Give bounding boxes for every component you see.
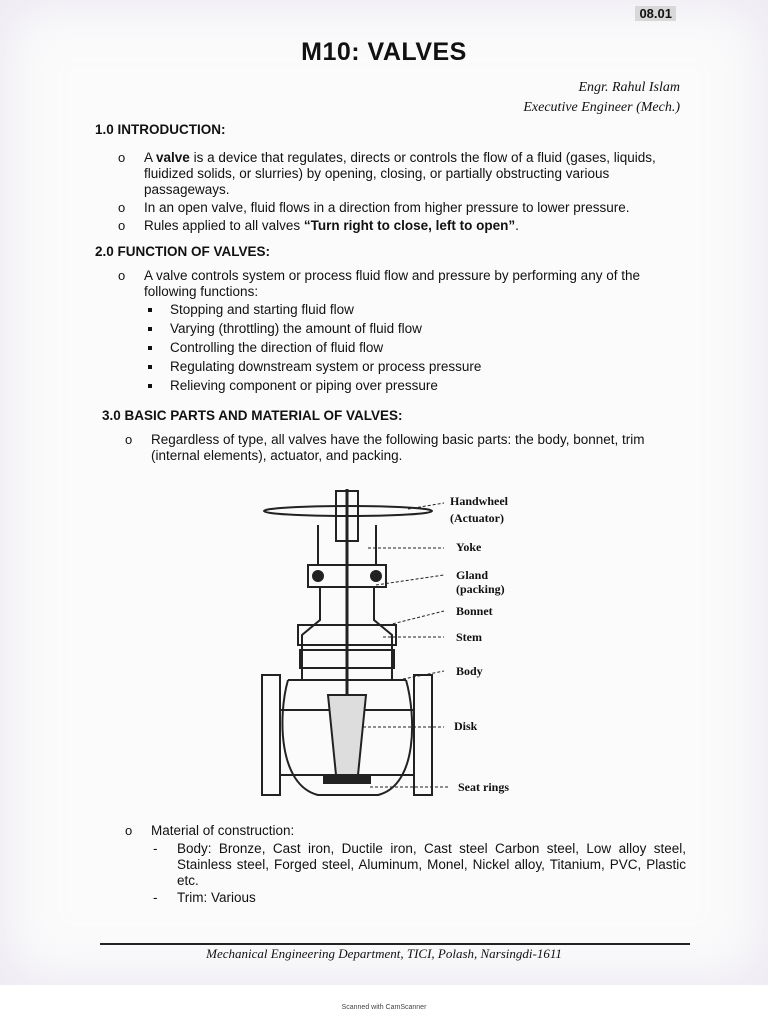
label-actuator: (Actuator) (450, 511, 504, 525)
author-position: Executive Engineer (Mech.) (523, 100, 680, 115)
label-bonnet: Bonnet (456, 604, 493, 618)
dash-bullet-icon: - (153, 841, 158, 856)
section-heading-introduction: 1.0 INTRODUCTION: (95, 122, 226, 137)
page-footer: Mechanical Engineering Department, TICI, Polash, Narsingdi-1611 (206, 946, 562, 961)
function-item: Varying (throttling) the amount of fluid flow (144, 321, 686, 337)
square-bullet-icon (148, 346, 152, 350)
label-seat-rings: Seat rings (458, 780, 509, 794)
dash-bullet-icon: - (153, 890, 158, 905)
label-gland: Gland (456, 568, 489, 582)
material-list (125, 823, 686, 908)
material-sublist (151, 841, 686, 906)
square-bullet-icon (148, 327, 152, 331)
material-item: - Trim: Various (153, 890, 256, 905)
list-item: o In an open valve, fluid flows in a direction from higher pressure to lower pressure. (118, 200, 630, 215)
gate-valve-diagram (258, 485, 558, 805)
circle-bullet-icon: o (125, 432, 133, 447)
square-bullet-icon (148, 365, 152, 369)
function-item: Controlling the direction of fluid flow (144, 340, 686, 356)
label-handwheel: Handwheel (450, 494, 509, 508)
label-yoke: Yoke (456, 540, 482, 554)
circle-bullet-icon: o (118, 218, 126, 233)
disk-shape (328, 695, 366, 775)
label-packing: (packing) (456, 582, 505, 596)
circle-bullet-icon: o (125, 823, 133, 838)
scanner-watermark: Scanned with CamScanner (341, 1004, 427, 1011)
list-item: o Material of construction: - Body: Bronze, Cast iron, Ductile iron, Cast steel Carbon steel, Low alloy steel, Stainless steel, Forged steel, Aluminum, Monel, Nickel alloy, Titanium, PVC, Plastic etc. - Trim: Various (125, 823, 686, 905)
function-item: Relieving component or piping over pressure (144, 378, 686, 394)
author-name: Engr. Rahul Islam (578, 80, 680, 95)
page-number: 08.01 (635, 6, 676, 21)
introduction-list (118, 150, 686, 236)
material-item: - Body: Bronze, Cast iron, Ductile iron, Cast steel Carbon steel, Low alloy steel, Stainless steel, Forged steel, Aluminum, Monel, Nickel alloy, Titanium, PVC, Plastic etc. (153, 841, 686, 888)
function-item: Stopping and starting fluid flow (144, 302, 686, 318)
function-sublist (144, 302, 686, 394)
circle-bullet-icon: o (118, 150, 126, 165)
list-item: o Rules applied to all valves “Turn right to close, left to open”. (118, 218, 519, 233)
circle-bullet-icon: o (118, 200, 126, 215)
list-item: o A valve controls system or process fluid flow and pressure by performing any of the following functions: Stopping and starting fluid flow Varying (throttling) the amount of fluid flow Controlling the direction of fluid flow Regulating downstream system or process pressure Relieving component or piping over pressure (118, 268, 686, 394)
circle-bullet-icon: o (118, 268, 126, 283)
label-stem: Stem (456, 630, 482, 644)
section-heading-function: 2.0 FUNCTION OF VALVES: (95, 244, 271, 259)
page-title: M10: VALVES (301, 38, 467, 66)
parts-list (125, 432, 686, 466)
function-item: Regulating downstream system or process pressure (144, 359, 686, 375)
square-bullet-icon (148, 384, 152, 388)
function-list (118, 268, 686, 397)
author-block (523, 78, 680, 118)
section-heading-parts: 3.0 BASIC PARTS AND MATERIAL OF VALVES: (102, 408, 403, 423)
list-item: o A valve is a device that regulates, directs or controls the flow of a fluid (gases, liquids, fluidized solids, or slurries) by opening, closing, or partially obstructing various passageways. (118, 150, 656, 197)
label-disk: Disk (454, 719, 478, 733)
label-body: Body (456, 664, 483, 678)
list-item: o Regardless of type, all valves have the following basic parts: the body, bonnet, trim (internal elements), actuator, and packing. (125, 432, 645, 463)
square-bullet-icon (148, 308, 152, 312)
footer-divider (100, 943, 690, 945)
